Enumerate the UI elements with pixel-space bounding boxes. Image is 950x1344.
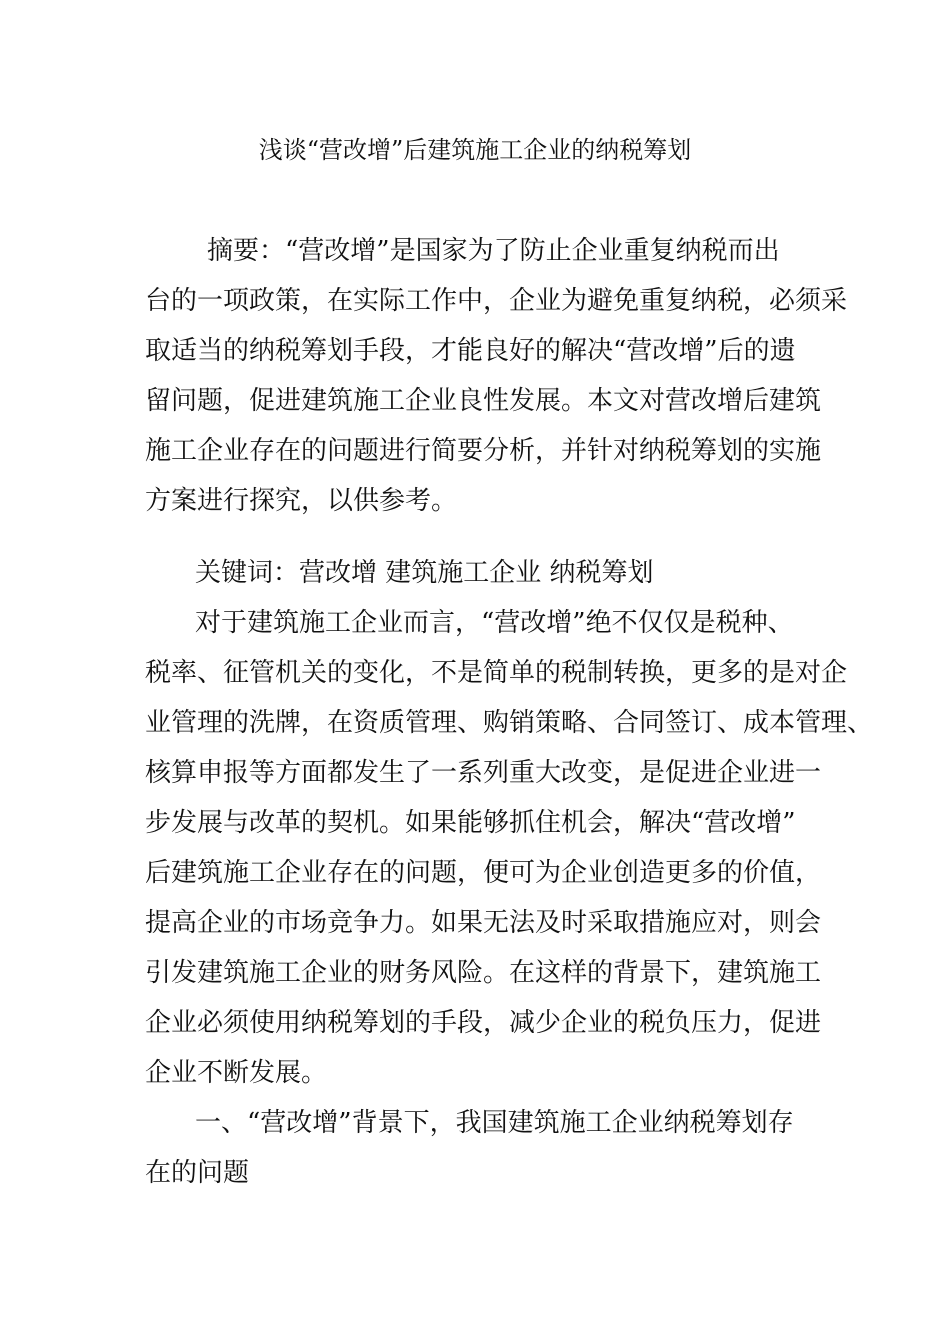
document-title: 浅谈“营改增”后建筑施工企业的纳税筹划 [258, 136, 692, 164]
section-heading-line: 一、“营改增”背景下，我国建筑施工企业纳税筹划存 [195, 1108, 794, 1138]
intro-line: 提高企业的市场竞争力。如果无法及时采取措施应对，则会 [145, 908, 822, 938]
intro-line: 对于建筑施工企业而言，“营改增”绝不仅仅是税种、 [195, 608, 794, 638]
intro-line: 引发建筑施工企业的财务风险。在这样的背景下，建筑施工 [145, 958, 822, 988]
keywords-line: 关键词：营改增 建筑施工企业 纳税筹划 [195, 558, 654, 588]
abstract-line: 取适当的纳税筹划手段，才能良好的解决“营改增”后的遗 [145, 336, 796, 366]
intro-line: 核算申报等方面都发生了一系列重大改变，是促进企业进一 [145, 758, 822, 788]
intro-paragraph [145, 598, 873, 1098]
keywords-paragraph [195, 548, 654, 598]
abstract-line: 方案进行探究，以供参考。 [145, 486, 458, 516]
abstract-line: 摘要：“营改增”是国家为了防止企业重复纳税而出 [207, 236, 780, 266]
intro-line: 步发展与改革的契机。如果能够抓住机会，解决“营改增” [145, 808, 796, 838]
intro-line: 后建筑施工企业存在的问题，便可为企业创造更多的价值， [145, 858, 822, 888]
abstract-line: 施工企业存在的问题进行简要分析，并针对纳税筹划的实施 [145, 436, 822, 466]
abstract-line: 留问题，促进建筑施工企业良性发展。本文对营改增后建筑 [145, 386, 822, 416]
abstract-line: 台的一项政策，在实际工作中，企业为避免重复纳税，必须采 [145, 286, 848, 316]
intro-line: 税率、征管机关的变化，不是简单的税制转换，更多的是对企 [145, 658, 848, 688]
section-heading-line: 在的问题 [145, 1158, 250, 1188]
intro-line: 企业必须使用纳税筹划的手段，减少企业的税负压力，促进 [145, 1008, 822, 1038]
section-heading-1 [145, 1098, 794, 1198]
intro-line: 业管理的洗牌，在资质管理、购销策略、合同签订、成本管理、 [145, 708, 874, 738]
intro-line: 企业不断发展。 [145, 1058, 328, 1088]
abstract-paragraph [145, 226, 847, 526]
